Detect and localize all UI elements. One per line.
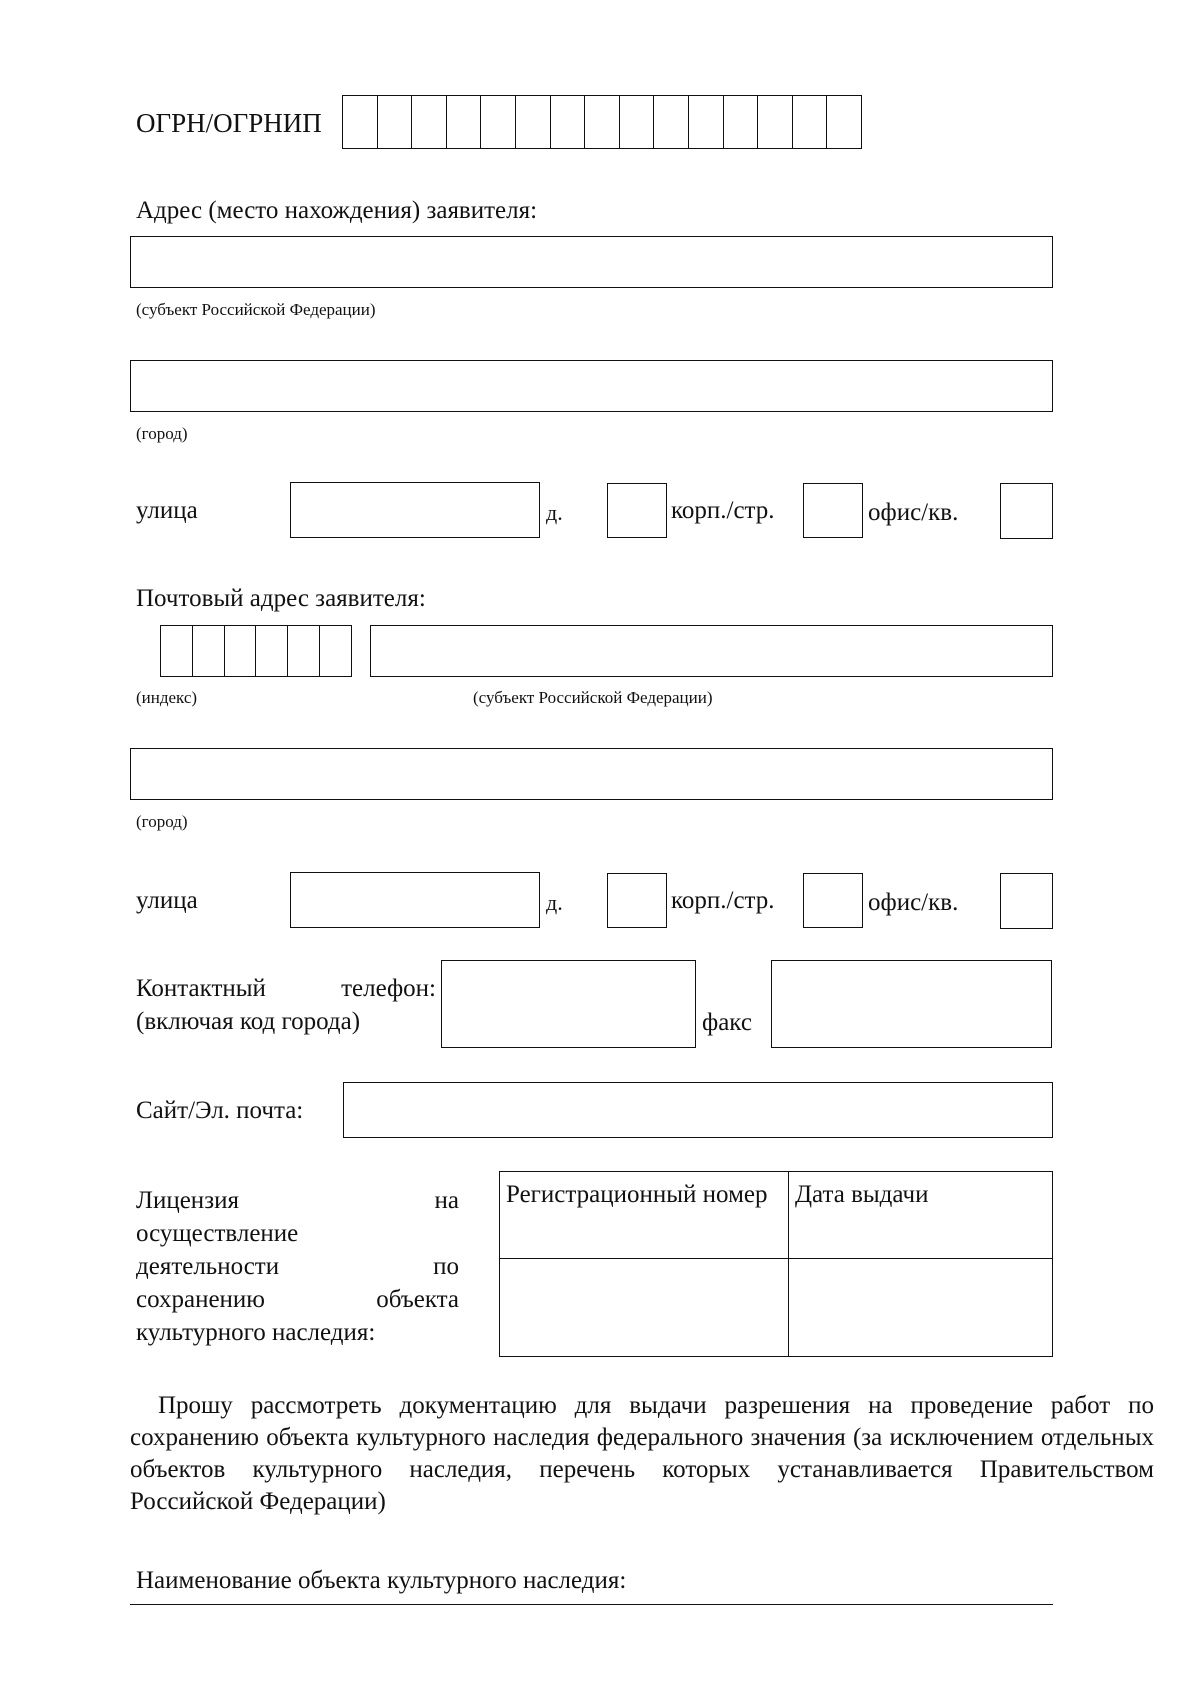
postal-index-digit-cell[interactable] (225, 626, 257, 676)
object-name-label: Наименование объекта культурного наследия: (136, 1567, 627, 1594)
license-label-word: по (433, 1253, 459, 1280)
object-name-line[interactable] (130, 1604, 1053, 1605)
request-paragraph: Прошу рассмотреть документацию для выдачи разрешения на проведение работ по сохранению объекта культурного наследия федерального значения (за исключением отдельных объектов культурного наследия, перечень которых устанавливается Правительством Российской Федерации) (130, 1392, 1154, 1515)
address-city-caption: (город) (136, 424, 188, 443)
license-issue-date-field[interactable] (789, 1259, 1053, 1357)
postal-office-field[interactable] (1000, 873, 1053, 929)
ogrn-input[interactable] (342, 95, 862, 149)
postal-index-digit-cell[interactable] (320, 626, 352, 676)
phone-field[interactable] (441, 960, 696, 1048)
license-label-word: культурного наследия: (136, 1319, 376, 1346)
postal-index-caption: (индекс) (136, 688, 198, 707)
ogrn-digit-cell[interactable] (343, 96, 378, 148)
postal-house-label: д. (546, 890, 563, 915)
ogrn-digit-cell[interactable] (551, 96, 586, 148)
postal-city-caption: (город) (136, 812, 188, 831)
postal-heading: Почтовый адрес заявителя: (136, 585, 426, 612)
address-office-label: офис/кв. (868, 499, 959, 526)
site-label: Сайт/Эл. почта: (136, 1097, 304, 1124)
address-heading: Адрес (место нахождения) заявителя: (136, 197, 538, 224)
postal-building-label: корп./стр. (671, 887, 775, 914)
ogrn-digit-cell[interactable] (378, 96, 413, 148)
fax-label: факс (702, 1009, 752, 1036)
license-label (136, 1184, 459, 1349)
address-street-field[interactable] (290, 482, 540, 538)
postal-street-label: улица (136, 887, 198, 914)
postal-city-field[interactable] (130, 748, 1053, 800)
address-city-field[interactable] (130, 360, 1053, 412)
address-building-label: корп./стр. (671, 497, 775, 524)
ogrn-digit-cell[interactable] (481, 96, 516, 148)
license-reg-number-field[interactable] (500, 1259, 789, 1357)
license-reg-number-header: Регистрационный номер (500, 1172, 789, 1259)
postal-index-input[interactable] (160, 625, 352, 677)
address-house-field[interactable] (607, 483, 667, 538)
license-label-word: на (434, 1187, 459, 1214)
postal-building-field[interactable] (803, 873, 863, 928)
phone-label-word2: телефон: (341, 975, 436, 1002)
license-issue-date-header: Дата выдачи (789, 1172, 1053, 1259)
license-label-word: объекта (376, 1286, 459, 1313)
ogrn-digit-cell[interactable] (412, 96, 447, 148)
license-label-word: Лицензия (136, 1187, 239, 1214)
license-table (499, 1171, 1053, 1357)
ogrn-digit-cell[interactable] (654, 96, 689, 148)
ogrn-digit-cell[interactable] (585, 96, 620, 148)
ogrn-digit-cell[interactable] (724, 96, 759, 148)
postal-street-field[interactable] (290, 872, 540, 928)
postal-index-digit-cell[interactable] (193, 626, 225, 676)
address-office-field[interactable] (1000, 483, 1053, 539)
postal-index-digit-cell[interactable] (288, 626, 320, 676)
ogrn-digit-cell[interactable] (447, 96, 482, 148)
phone-label-line1 (136, 974, 436, 1004)
license-label-word: деятельности (136, 1253, 280, 1280)
ogrn-digit-cell[interactable] (758, 96, 793, 148)
ogrn-digit-cell[interactable] (689, 96, 724, 148)
address-subject-field[interactable] (130, 236, 1053, 288)
postal-office-label: офис/кв. (868, 889, 959, 916)
phone-label-line2: (включая код города) (136, 1008, 361, 1035)
ogrn-digit-cell[interactable] (516, 96, 551, 148)
postal-index-digit-cell[interactable] (256, 626, 288, 676)
license-label-word: сохранению (136, 1286, 265, 1313)
address-building-field[interactable] (803, 483, 863, 538)
postal-subject-field[interactable] (370, 625, 1053, 677)
ogrn-digit-cell[interactable] (827, 96, 862, 148)
address-street-label: улица (136, 497, 198, 524)
ogrn-label: ОГРН/ОГРНИП (136, 108, 322, 138)
ogrn-digit-cell[interactable] (620, 96, 655, 148)
postal-subject-caption: (субъект Российской Федерации) (473, 688, 713, 707)
fax-field[interactable] (771, 960, 1052, 1048)
site-field[interactable] (343, 1082, 1053, 1138)
postal-index-digit-cell[interactable] (161, 626, 193, 676)
ogrn-digit-cell[interactable] (793, 96, 828, 148)
postal-house-field[interactable] (607, 873, 667, 928)
address-subject-caption: (субъект Российской Федерации) (136, 300, 376, 319)
phone-label-word1: Контактный (136, 975, 266, 1002)
license-label-word: осуществление (136, 1220, 299, 1247)
address-house-label: д. (546, 500, 563, 525)
